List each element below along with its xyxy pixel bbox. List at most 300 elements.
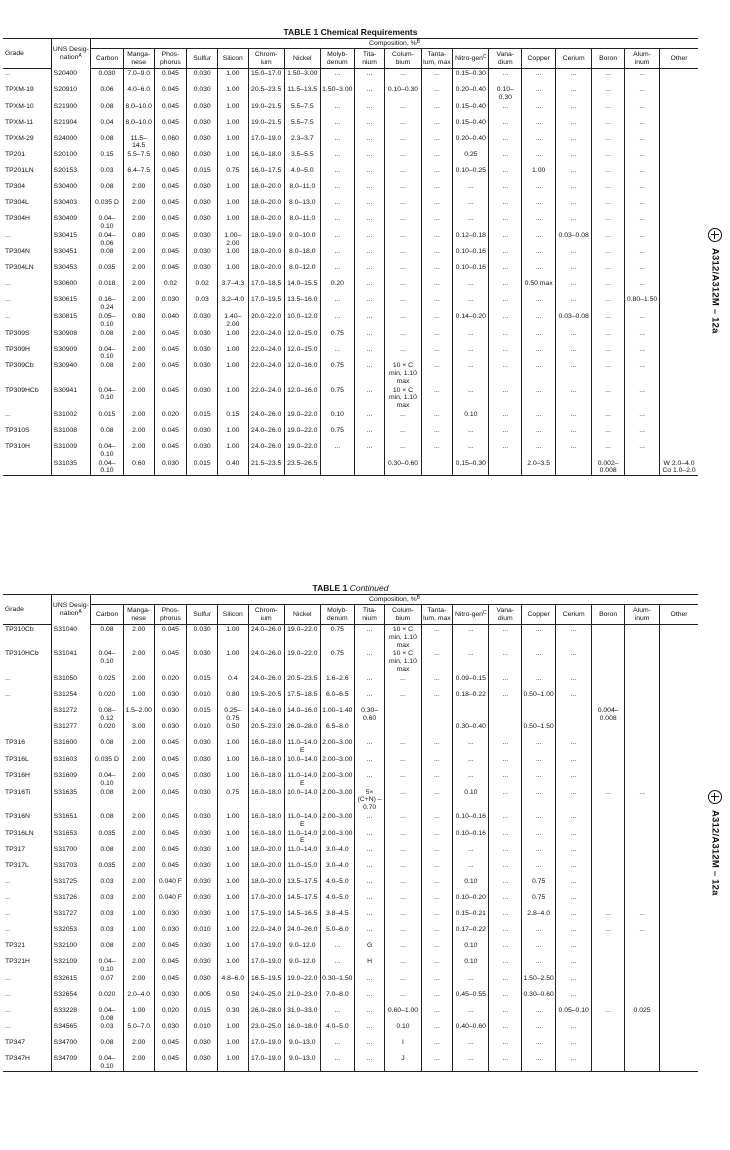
value-cell [522, 706, 556, 723]
value-cell: 22.0–24.0 [248, 925, 284, 941]
value-cell: 0.04–0.10 [91, 771, 124, 788]
value-cell [625, 755, 660, 771]
value-cell [660, 345, 698, 362]
value-cell: 0.030 [187, 442, 218, 459]
grade-cell: ... [5, 690, 11, 698]
value-cell: ... [522, 649, 556, 673]
element-header [248, 605, 284, 625]
value-cell: 18.0–20.0 [248, 182, 284, 198]
value-cell: ... [453, 214, 489, 231]
value-cell: ... [556, 150, 592, 166]
value-cell: 0.045 [154, 755, 187, 771]
value-cell: ... [421, 674, 453, 690]
value-cell: ... [625, 329, 660, 345]
value-cell: ... [489, 738, 522, 755]
value-cell: ... [489, 410, 522, 426]
value-cell: ... [385, 214, 421, 231]
element-header [123, 605, 154, 625]
value-cell: 0.030 [187, 829, 218, 846]
value-cell: 0.05–0.10 [91, 312, 124, 329]
value-cell [660, 426, 698, 442]
value-cell: 0.04–0.06 [91, 231, 124, 248]
value-cell: ... [522, 861, 556, 877]
value-cell: ... [421, 247, 453, 263]
value-cell: 0.045 [154, 771, 187, 788]
value-cell: 0.030 [187, 755, 218, 771]
value-cell: ... [453, 974, 489, 990]
value-cell: ... [592, 231, 625, 248]
value-cell: ... [385, 893, 421, 909]
value-cell: ... [556, 118, 592, 134]
value-cell: ... [592, 386, 625, 410]
value-cell: 0.05–0.10 [556, 1006, 592, 1023]
value-cell: 1.00 [217, 755, 248, 771]
value-cell: 0.045 [154, 812, 187, 829]
table-row [3, 690, 698, 706]
value-cell: ... [625, 426, 660, 442]
value-cell: 12.0–15.0 [284, 329, 320, 345]
value-cell: ... [320, 198, 354, 214]
value-cell: 0.75 [217, 788, 248, 812]
element-header [625, 49, 660, 69]
value-cell: ... [421, 941, 453, 957]
element-header [354, 49, 385, 69]
value-cell: 14.0–15.5 [284, 279, 320, 295]
value-cell: 0.03–0.08 [556, 231, 592, 248]
table-row [3, 829, 698, 846]
element-header [284, 49, 320, 69]
value-cell: ... [385, 166, 421, 182]
value-cell [421, 706, 453, 723]
table-row [3, 755, 698, 771]
uns-cell: S34709 [51, 1054, 90, 1071]
grade-cell: TPXM-19 [5, 86, 34, 93]
value-cell: ... [385, 690, 421, 706]
value-cell: ... [489, 788, 522, 812]
value-cell: ... [453, 649, 489, 673]
value-cell: 26.0–28.0 [284, 722, 320, 738]
value-cell: ... [489, 974, 522, 990]
grade-cell: TP316LN [5, 829, 34, 837]
value-cell: 2.00 [123, 386, 154, 410]
value-cell: 9.0–13.0 [284, 1054, 320, 1071]
value-cell [625, 1054, 660, 1071]
grade-cell: TP316Ti [5, 788, 31, 796]
value-cell [625, 812, 660, 829]
value-cell: 5.0–6.0 [320, 925, 354, 941]
value-cell: 1.00 [217, 102, 248, 118]
uns-cell: S20153 [51, 166, 90, 182]
value-cell: ... [385, 674, 421, 690]
value-cell: ... [522, 247, 556, 263]
value-cell: 0.03 [91, 877, 124, 893]
value-cell: 2.00 [123, 957, 154, 974]
value-cell: 1.00–2.00 [217, 231, 248, 248]
element-header [248, 49, 284, 69]
table-row [3, 263, 698, 279]
value-cell: ... [522, 134, 556, 151]
value-cell: 15.0–17.0 [248, 69, 284, 86]
value-cell: ... [421, 410, 453, 426]
value-cell: 0.50 max [522, 279, 556, 295]
value-cell: 23.0–25.0 [248, 1022, 284, 1038]
value-cell: 0.035 [91, 829, 124, 846]
value-cell: 0.030 [187, 231, 218, 248]
value-cell: ... [453, 198, 489, 214]
value-cell: ... [354, 263, 385, 279]
uns-cell: S30451 [51, 247, 90, 263]
value-cell: 1.00 [123, 925, 154, 941]
value-cell: 9.0–10.0 [284, 231, 320, 248]
value-cell: ... [522, 812, 556, 829]
value-cell: 0.10 [453, 410, 489, 426]
value-cell: 2.00 [123, 829, 154, 846]
value-cell: 0.045 [154, 214, 187, 231]
value-cell: 24.0–26.0 [248, 410, 284, 426]
element-header-label: Nickel [293, 610, 312, 618]
grade-cell: TP321H [5, 958, 30, 966]
grade-cell: TP309S [5, 329, 30, 337]
uns-cell: S31600 [51, 738, 90, 755]
value-cell: ... [320, 102, 354, 118]
value-cell: ... [556, 990, 592, 1006]
value-cell: ... [385, 877, 421, 893]
value-cell: ... [421, 1038, 453, 1054]
value-cell: 4.0–5.0 [284, 166, 320, 182]
value-cell: ... [385, 812, 421, 829]
value-cell: ... [489, 861, 522, 877]
value-cell: ... [421, 198, 453, 214]
value-cell: ... [354, 812, 385, 829]
value-cell [660, 861, 698, 877]
element-header [522, 49, 556, 69]
value-cell: H [354, 957, 385, 974]
value-cell: 18.0–20.0 [248, 198, 284, 214]
side-margin-label [703, 790, 727, 896]
value-cell: 8.0–12.0 [284, 263, 320, 279]
table-row [3, 182, 698, 198]
uns-cell: S30908 [51, 329, 90, 345]
value-cell: 1.00 [217, 771, 248, 788]
value-cell: 1.00 [217, 134, 248, 151]
value-cell: ... [385, 426, 421, 442]
caption-continued: Continued [349, 583, 389, 593]
value-cell: 0.04–0.10 [91, 345, 124, 362]
value-cell [660, 386, 698, 410]
element-header-label: Alum-inum [633, 606, 651, 622]
value-cell: ... [522, 150, 556, 166]
uns-cell: S31008 [51, 426, 90, 442]
value-cell [592, 893, 625, 909]
value-cell: 0.030 [154, 295, 187, 312]
value-cell: ... [522, 312, 556, 329]
uns-cell: S30409 [51, 214, 90, 231]
value-cell: ... [592, 1006, 625, 1023]
value-cell: 0.08 [91, 182, 124, 198]
value-cell [660, 295, 698, 312]
value-cell: ... [522, 957, 556, 974]
table-row [3, 166, 698, 182]
element-header-label: Boron [599, 610, 618, 618]
value-cell: 0.50 [217, 990, 248, 1006]
value-cell: ... [453, 279, 489, 295]
value-cell [625, 722, 660, 738]
value-cell: 0.045 [154, 198, 187, 214]
value-cell: ... [385, 134, 421, 151]
element-header-label: Tanta-lum, max [423, 50, 451, 66]
value-cell: ... [592, 426, 625, 442]
value-cell: ... [522, 755, 556, 771]
value-cell: 0.030 [187, 263, 218, 279]
value-cell: 1.50–3.00 [320, 85, 354, 102]
value-cell: 0.30–0.60 [385, 459, 421, 476]
value-cell: 14.0–16.0 [248, 706, 284, 723]
value-cell: ... [556, 893, 592, 909]
value-cell: 26.0–28.0 [248, 1006, 284, 1023]
value-cell: 0.02 [154, 279, 187, 295]
value-cell: ... [556, 755, 592, 771]
value-cell: ... [385, 974, 421, 990]
value-cell: 17.0–19.0 [248, 1054, 284, 1071]
grade-cell: TP347H [5, 1055, 30, 1063]
value-cell: 0.80 [123, 231, 154, 248]
value-cell: ... [489, 279, 522, 295]
value-cell: 0.040 F [154, 877, 187, 893]
value-cell: ... [489, 166, 522, 182]
uns-cell: S34565 [51, 1022, 90, 1038]
value-cell: 2.00–3.00 [320, 738, 354, 755]
value-cell: ... [354, 85, 385, 102]
value-cell: 0.030 [187, 771, 218, 788]
uns-cell: S31727 [51, 909, 90, 925]
value-cell: 16.0–18.0 [248, 771, 284, 788]
value-cell: ... [522, 198, 556, 214]
value-cell: ... [421, 329, 453, 345]
value-cell: 14.5–16.5 [284, 909, 320, 925]
value-cell: 0.010 [187, 925, 218, 941]
value-cell: 0.045 [154, 788, 187, 812]
value-cell: ... [421, 345, 453, 362]
uns-cell: S30400 [51, 182, 90, 198]
value-cell: 0.03 [91, 166, 124, 182]
value-cell [660, 1006, 698, 1023]
value-cell: 22.0–24.0 [248, 345, 284, 362]
value-cell: ... [522, 625, 556, 650]
value-cell: 0.15–0.40 [453, 102, 489, 118]
element-header [385, 605, 421, 625]
value-cell: 17.0–19.5 [248, 295, 284, 312]
value-cell: ... [421, 990, 453, 1006]
value-cell: 0.035 D [91, 755, 124, 771]
value-cell: ... [522, 674, 556, 690]
table-row [3, 990, 698, 1006]
value-cell: ... [625, 279, 660, 295]
value-cell: 0.045 [154, 345, 187, 362]
value-cell: 17.0–19.0 [248, 134, 284, 151]
value-cell: 24.0–26.0 [284, 925, 320, 941]
element-header [123, 49, 154, 69]
value-cell: 0.10–0.16 [453, 247, 489, 263]
value-cell: ... [354, 1054, 385, 1071]
value-cell: 1.50–3.00 [284, 69, 320, 86]
value-cell: ... [489, 214, 522, 231]
value-cell: 1.00 [217, 738, 248, 755]
composition-header [91, 39, 698, 49]
value-cell: ... [522, 738, 556, 755]
value-cell [625, 771, 660, 788]
grade-cell [3, 722, 51, 738]
value-cell: ... [522, 829, 556, 846]
value-cell: ... [354, 410, 385, 426]
value-cell: 0.030 [187, 625, 218, 650]
value-cell: 0.75 [217, 166, 248, 182]
element-header-label: Carbon [95, 54, 119, 62]
value-cell: 0.030 [187, 247, 218, 263]
value-cell: ... [354, 990, 385, 1006]
standard-designation: A312/A312M – 12a [709, 810, 721, 896]
value-cell: ... [421, 625, 453, 650]
value-cell: ... [592, 925, 625, 941]
value-cell: ... [421, 845, 453, 861]
uns-cell: S31653 [51, 829, 90, 846]
value-cell: 16.0–18.0 [248, 829, 284, 846]
value-cell: ... [489, 674, 522, 690]
value-cell: 20.0–22.0 [248, 312, 284, 329]
value-cell: 1.00 [217, 812, 248, 829]
value-cell: ... [489, 812, 522, 829]
table-row [3, 738, 698, 755]
value-cell: 1.00 [217, 442, 248, 459]
value-cell: ... [522, 925, 556, 941]
grade-cell: TP317 [5, 846, 26, 854]
element-header-label: Phos-phorus [160, 606, 181, 622]
value-cell: ... [522, 1022, 556, 1038]
value-cell: 0.20–0.40 [453, 85, 489, 102]
value-cell: ... [354, 361, 385, 385]
element-header-label: Tita-nium [362, 606, 377, 622]
value-cell: 0.08 [91, 1038, 124, 1054]
uns-cell: S31035 [51, 459, 90, 476]
value-cell: 1.00 [217, 263, 248, 279]
value-cell: 1.00 [217, 182, 248, 198]
value-cell: 0.015 [187, 706, 218, 723]
table-row [3, 134, 698, 151]
value-cell: 0.75 [320, 361, 354, 385]
uns-cell: S30453 [51, 263, 90, 279]
value-cell: 0.030 [154, 722, 187, 738]
value-cell: 0.04–0.10 [91, 1054, 124, 1071]
value-cell: ... [556, 345, 592, 362]
value-cell: 0.25–0.75 [217, 706, 248, 723]
value-cell: ... [453, 442, 489, 459]
value-cell: 19.0–22.0 [284, 426, 320, 442]
value-cell: 8.0–10.0 [123, 118, 154, 134]
element-header-label: Manga-nese [127, 50, 151, 66]
value-cell [556, 706, 592, 723]
grade-cell: ... [5, 990, 11, 998]
value-cell: 0.10–0.16 [453, 263, 489, 279]
value-cell: ... [421, 812, 453, 829]
value-cell: 0.75 [320, 386, 354, 410]
value-cell: ... [354, 861, 385, 877]
grade-cell: TP304 [5, 183, 26, 191]
grade-header: Grade [3, 595, 51, 625]
value-cell: 1.00 [217, 85, 248, 102]
value-cell: ... [522, 410, 556, 426]
value-cell: 2.00 [123, 649, 154, 673]
value-cell: 0.50–1.00 [522, 690, 556, 706]
value-cell: ... [625, 788, 660, 812]
element-header-label: Vana-dium [496, 50, 515, 66]
element-header [592, 605, 625, 625]
value-cell: ... [453, 329, 489, 345]
value-cell: ... [421, 85, 453, 102]
value-cell: 0.04–0.10 [91, 957, 124, 974]
value-cell: ... [421, 182, 453, 198]
value-cell [660, 214, 698, 231]
value-cell: 2.00 [123, 247, 154, 263]
value-cell: 24.0–26.0 [248, 625, 284, 650]
element-header [489, 49, 522, 69]
value-cell: 0.020 [91, 990, 124, 1006]
value-cell: ... [421, 925, 453, 941]
table-row [3, 361, 698, 385]
value-cell: 0.10–0.30 [385, 85, 421, 102]
value-cell [660, 941, 698, 957]
value-cell: ... [592, 909, 625, 925]
value-cell: ... [556, 263, 592, 279]
value-cell: ... [453, 386, 489, 410]
chemical-requirements-table [3, 38, 698, 476]
value-cell: 5× (C+N) –0.70 [354, 788, 385, 812]
value-cell: ... [453, 1038, 489, 1054]
value-cell: ... [489, 957, 522, 974]
value-cell: 16.5–19.5 [248, 974, 284, 990]
value-cell: ... [354, 690, 385, 706]
value-cell: 0.030 [187, 812, 218, 829]
uns-cell: S34700 [51, 1038, 90, 1054]
value-cell: 16.0–17.5 [248, 166, 284, 182]
grade-cell: ... [5, 878, 11, 886]
value-cell: ... [453, 738, 489, 755]
value-cell: ... [556, 1054, 592, 1071]
value-cell: 0.45–0.55 [453, 990, 489, 1006]
element-header-label: Copper [527, 54, 550, 62]
table-row [3, 877, 698, 893]
element-header [91, 49, 124, 69]
uns-cell: S21900 [51, 102, 90, 118]
value-cell: ... [385, 941, 421, 957]
value-cell: 0.045 [154, 845, 187, 861]
value-cell: 22.0–24.0 [248, 361, 284, 385]
value-cell [385, 706, 421, 723]
value-cell [625, 706, 660, 723]
value-cell: 0.060 [154, 134, 187, 151]
value-cell: 0.14–0.20 [453, 312, 489, 329]
value-cell: 1.00 [217, 845, 248, 861]
value-cell: ... [592, 410, 625, 426]
value-cell: 0.30–0.40 [453, 722, 489, 738]
value-cell: ... [522, 771, 556, 788]
value-cell: 17.0–20.0 [248, 893, 284, 909]
value-cell: 0.030 [187, 198, 218, 214]
value-cell: ... [385, 198, 421, 214]
value-cell: 2.00 [123, 442, 154, 459]
value-cell: 2.00 [123, 738, 154, 755]
element-header-label: Sulfur [193, 54, 212, 62]
value-cell [592, 861, 625, 877]
value-cell: 0.08 [91, 788, 124, 812]
